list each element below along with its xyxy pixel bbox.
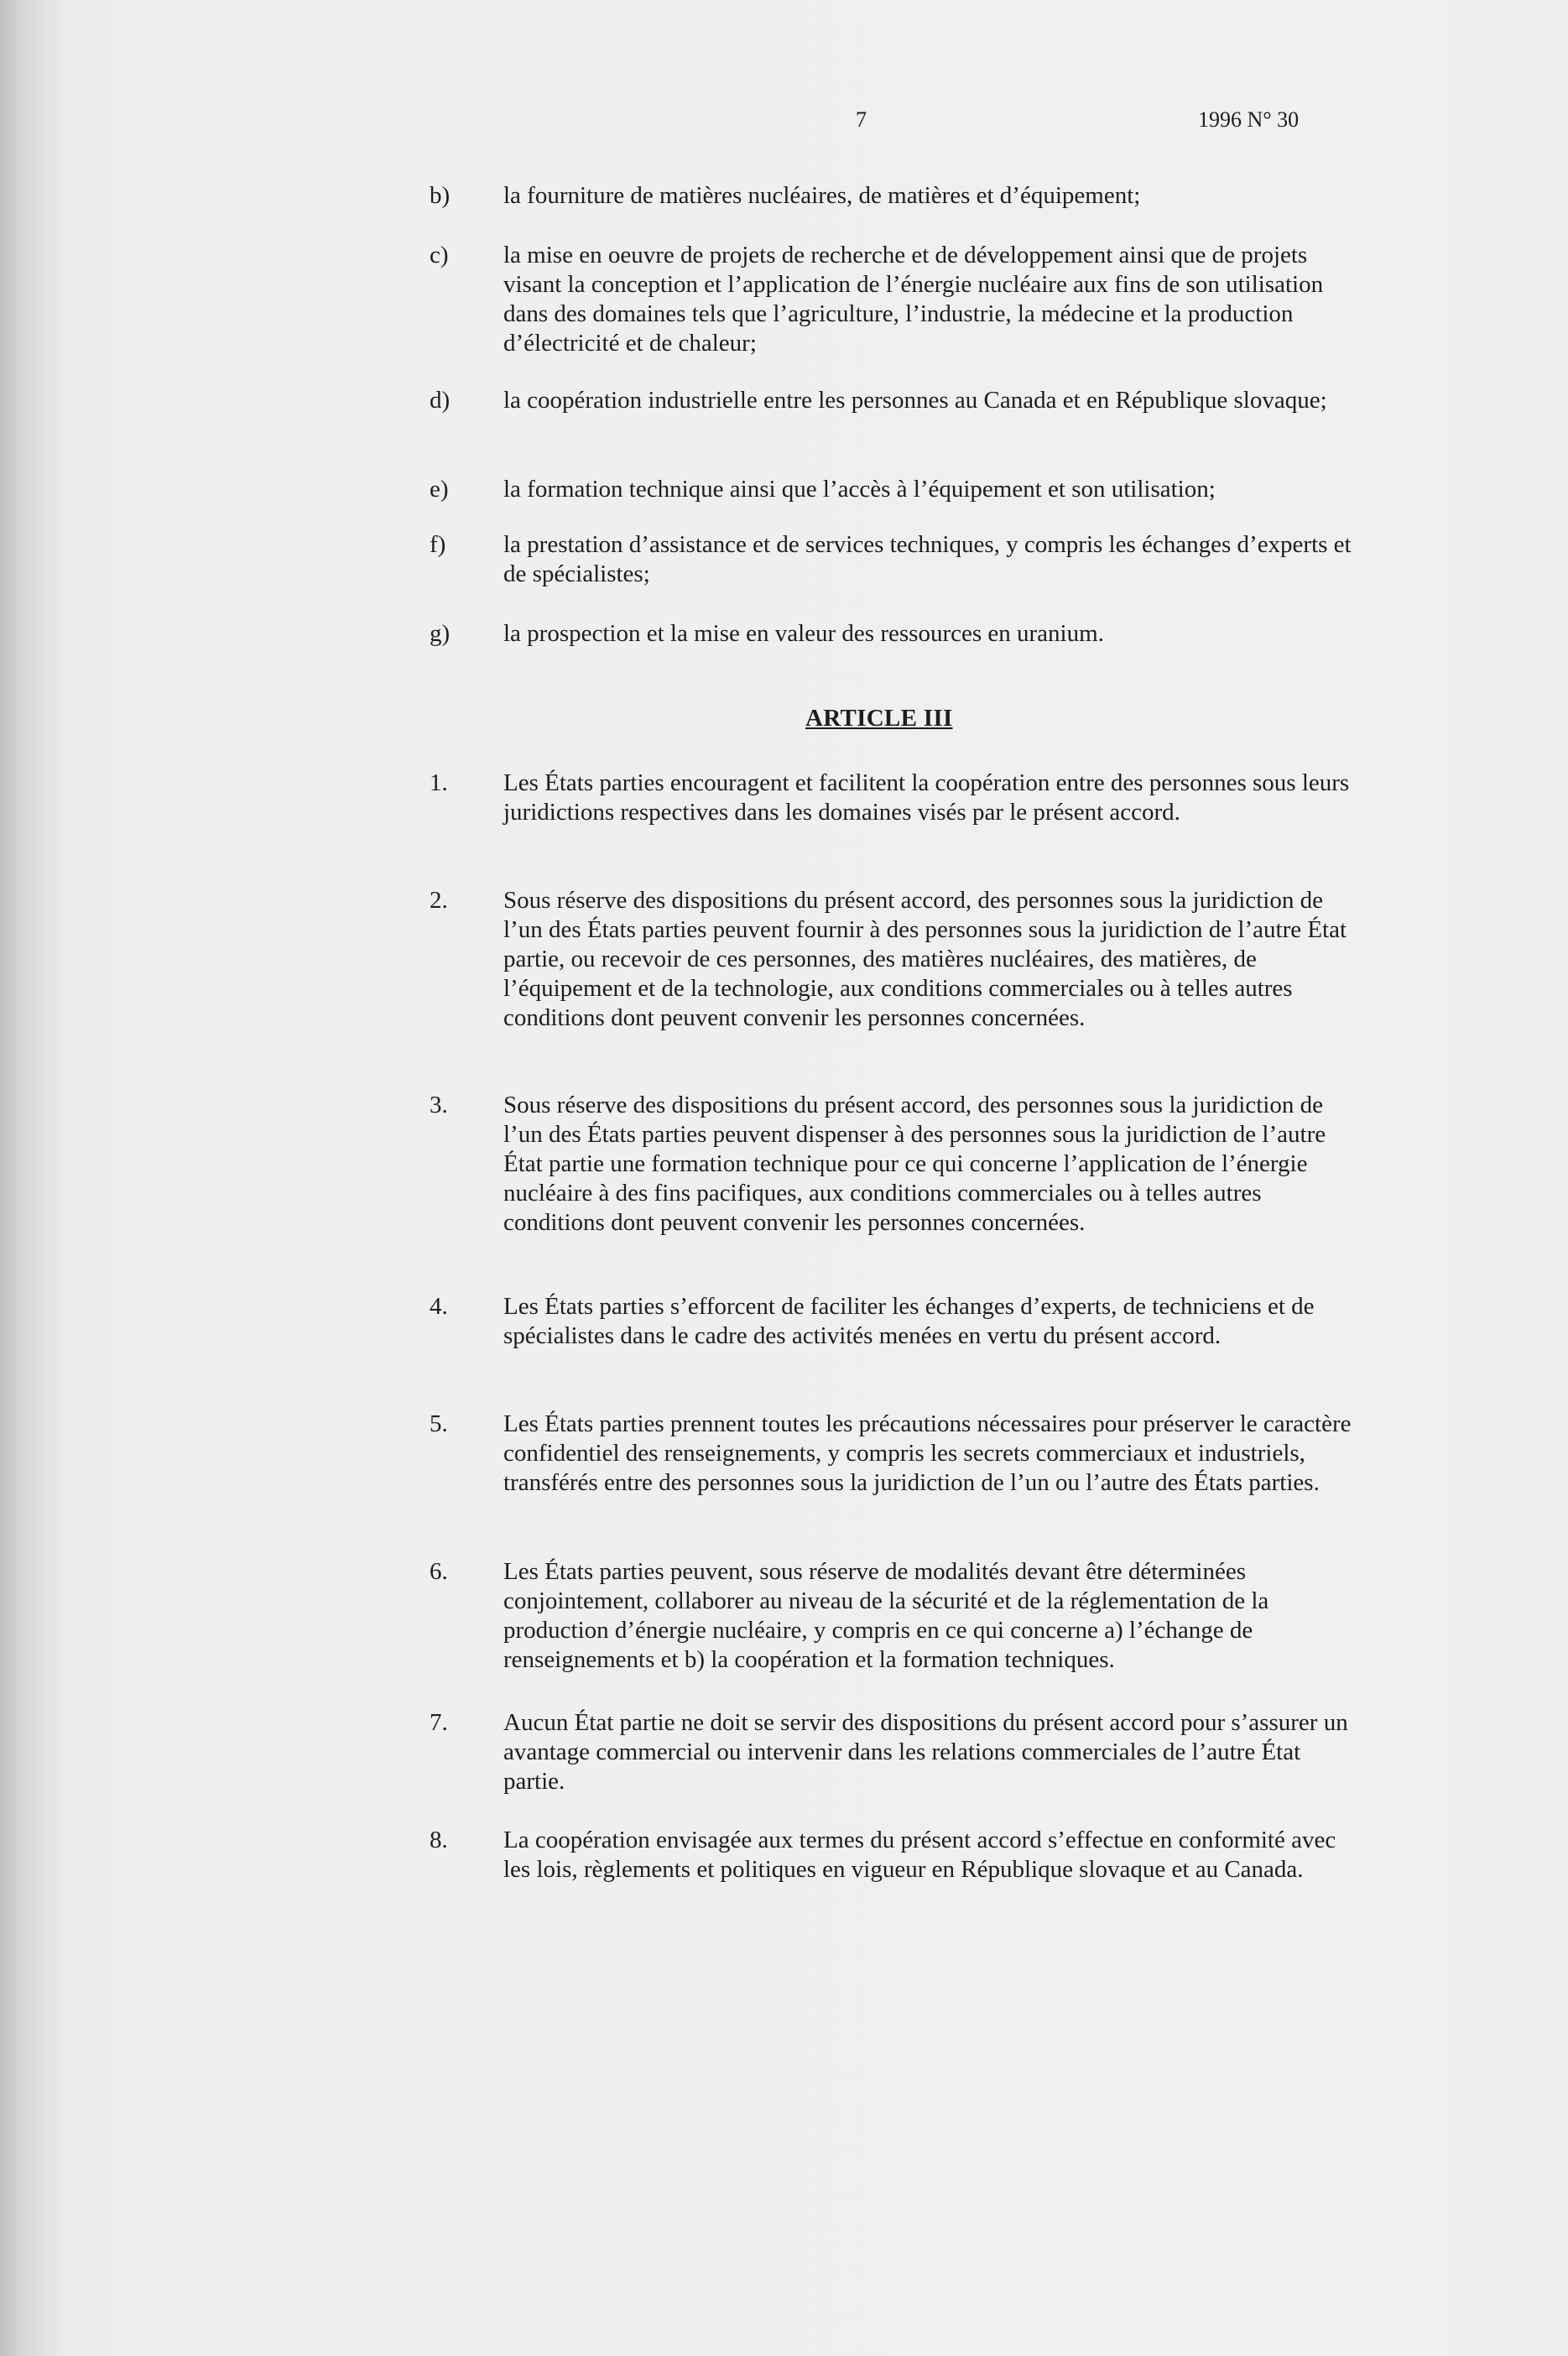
paragraph-text: Les États parties peuvent, sous réserve de modalités devant être déterminées conjointement, collaborer au niveau de la sécurité et de la réglementation de la production d’énergie nucléaire, y compris en ce qui concerne a) l’échange de renseignements et b) la coopération et la formation techniques. bbox=[503, 1558, 1269, 1673]
list-item-text: la mise en oeuvre de projets de recherche et de développement ainsi que de projets visant la conception et l’application de l’énergie nucléaire aux fins de son utilisation dans des domaines tels que l’agriculture, l’industrie, la médecine et la production d’électricité et de chaleur; bbox=[503, 242, 1324, 357]
article-paragraph bbox=[430, 1557, 1352, 1675]
list-item-label: b) bbox=[430, 182, 451, 209]
list-item-label: d) bbox=[430, 387, 451, 414]
list-item bbox=[430, 241, 1352, 358]
list-item-text: la coopération industrielle entre les personnes au Canada et en République slovaque; bbox=[503, 387, 1327, 414]
paragraph-number: 2. bbox=[430, 887, 448, 914]
paragraph-number: 3. bbox=[430, 1092, 448, 1118]
article-paragraph bbox=[430, 769, 1352, 827]
list-item bbox=[430, 530, 1352, 589]
list-item bbox=[430, 475, 1352, 504]
list-item-label: c) bbox=[430, 242, 449, 268]
paragraph-number: 8. bbox=[430, 1827, 448, 1853]
list-item-text: la prestation d’assistance et de services techniques, y compris les échanges d’experts et de spécialistes; bbox=[503, 531, 1352, 587]
list-item bbox=[430, 181, 1352, 211]
paragraph-text: Sous réserve des dispositions du présent accord, des personnes sous la juridiction de l’un des États parties peuvent fournir à des personnes sous la juridiction de l’autre État partie, ou recevoir de ces personnes, des matières nucléaires, des matières, de l’équipement et de la technologie, aux conditions commerciales ou à telles autres conditions dont peuvent convenir les personnes concernées. bbox=[503, 887, 1347, 1031]
article-paragraph bbox=[430, 1410, 1352, 1498]
paragraph-number: 1. bbox=[430, 769, 448, 796]
document-reference: 1996 N° 30 bbox=[1198, 107, 1300, 132]
article-paragraph bbox=[430, 1708, 1352, 1796]
article-paragraph bbox=[430, 1091, 1352, 1238]
list-item-text: la prospection et la mise en valeur des ressources en uranium. bbox=[503, 620, 1104, 647]
paragraph-text: Sous réserve des dispositions du présent accord, des personnes sous la juridiction de l’un des États parties peuvent dispenser à des personnes sous la juridiction de l’autre État partie une formation technique pour ce qui concerne l’application de l’énergie nucléaire à des fins pacifiques, aux conditions commerciales ou à telles autres conditions dont peuvent convenir les personnes concernées. bbox=[503, 1092, 1326, 1236]
paragraph-number: 7. bbox=[430, 1709, 448, 1736]
article-paragraph bbox=[430, 1826, 1352, 1884]
list-item-label: f) bbox=[430, 531, 446, 558]
paragraph-number: 6. bbox=[430, 1558, 448, 1585]
article-paragraph bbox=[430, 886, 1352, 1033]
paragraph-text: Aucun État partie ne doit se servir des dispositions du présent accord pour s’assurer un avantage commercial ou intervenir dans les relations commerciales de l’autre État partie. bbox=[503, 1709, 1348, 1795]
paragraph-number: 4. bbox=[430, 1293, 448, 1320]
page-number: 7 bbox=[856, 107, 867, 132]
list-item bbox=[430, 386, 1352, 415]
paragraph-text: Les États parties prennent toutes les précautions nécessaires pour préserver le caractère confidentiel des renseignements, y compris les secrets commerciaux et industriels, transférés entre des personnes sous la juridiction de l’un ou l’autre des États parties. bbox=[503, 1410, 1352, 1496]
list-item bbox=[430, 619, 1352, 649]
list-item-text: la formation technique ainsi que l’accès à l’équipement et son utilisation; bbox=[503, 476, 1216, 503]
paragraph-text: Les États parties encouragent et facilitent la coopération entre des personnes sous leurs juridictions respectives dans les domaines visés par le présent accord. bbox=[503, 769, 1350, 826]
article-heading: ARTICLE III bbox=[805, 705, 953, 732]
list-item-text: la fourniture de matières nucléaires, de matières et d’équipement; bbox=[503, 182, 1141, 209]
paragraph-text: La coopération envisagée aux termes du présent accord s’effectue en conformité avec les lois, règlements et politiques en vigueur en République slovaque et au Canada. bbox=[503, 1827, 1336, 1883]
article-paragraph bbox=[430, 1292, 1352, 1351]
list-item-label: e) bbox=[430, 476, 449, 503]
paragraph-number: 5. bbox=[430, 1410, 448, 1437]
list-item-label: g) bbox=[430, 620, 451, 647]
paragraph-text: Les États parties s’efforcent de faciliter les échanges d’experts, de techniciens et de spécialistes dans le cadre des activités menées en vertu du présent accord. bbox=[503, 1293, 1315, 1349]
